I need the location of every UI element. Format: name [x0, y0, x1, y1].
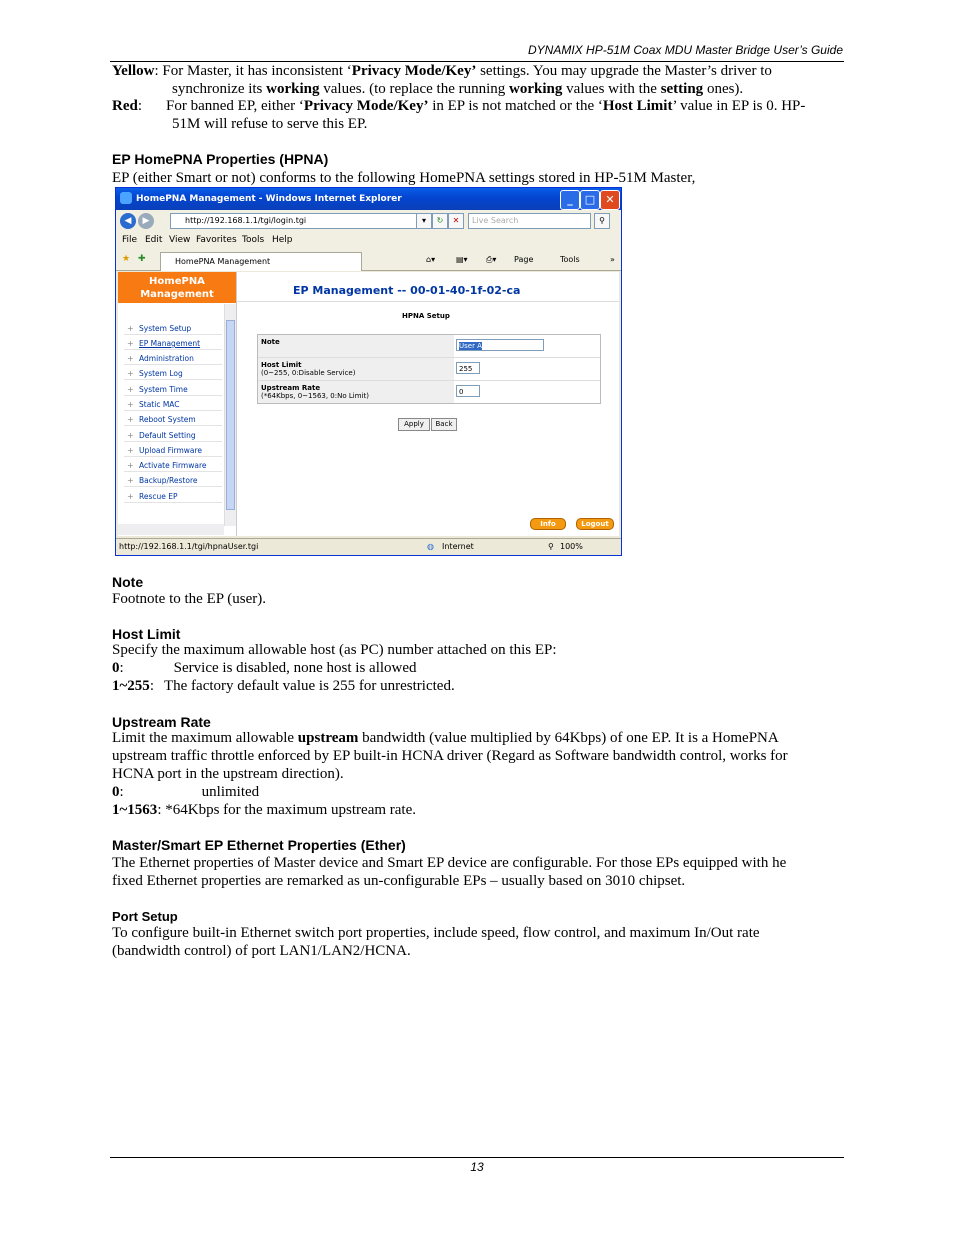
table-row: [258, 358, 600, 381]
window-title: HomePNA Management - Windows Internet Explorer: [136, 194, 402, 204]
sidebar-item-upload-firmware[interactable]: + Upload Firmware: [124, 444, 222, 457]
refresh-icon[interactable]: ↻: [432, 213, 448, 229]
menu-file[interactable]: File: [122, 235, 138, 245]
tools-menu[interactable]: Tools: [560, 255, 580, 264]
zone-label: Internet: [442, 542, 474, 551]
page-title: EP Management -- 00-01-40-1f-02-ca: [293, 284, 521, 297]
menu-help[interactable]: Help: [272, 235, 293, 245]
sidebar: [118, 272, 237, 536]
status-bar: [116, 538, 621, 556]
dropdown-arrow-icon[interactable]: ▾: [416, 213, 432, 229]
page-number: 13: [470, 1160, 484, 1174]
scroll-thumb[interactable]: [226, 320, 235, 510]
page-content: [118, 272, 619, 536]
sidebar-item-administration[interactable]: + Administration: [124, 352, 222, 365]
search-icon[interactable]: ⚲: [594, 213, 610, 229]
running-header: DYNAMIX HP-51M Coax MDU Master Bridge User’s Guide: [528, 43, 843, 57]
address-bar: [116, 210, 621, 232]
main-panel: [237, 272, 619, 536]
title-divider: [237, 301, 619, 302]
port-setup-body: To configure built-in Ethernet switch port properties, include speed, flow control, and maximum In/Out rate (bandwidth control) of port LAN1/LAN2/HCNA.: [112, 925, 760, 959]
port-setup-heading: Port Setup: [112, 909, 178, 924]
back-arrow-icon[interactable]: ◀: [120, 213, 136, 229]
globe-icon: ◍: [427, 542, 434, 551]
term-red: Red: [112, 98, 138, 114]
note-label: Note: [261, 338, 280, 346]
host-limit-body: Specify the maximum allowable host (as PC) number attached on this EP: 0: Service is disabled, none host is allowed 1~255: The factory default value is 255 for unrestricted.: [112, 642, 557, 694]
host-limit-hint: (0~255, 0:Disable Service): [261, 369, 356, 377]
upstream-rate-label: Upstream Rate: [261, 384, 321, 392]
host-limit-heading: Host Limit: [112, 626, 181, 642]
menu-edit[interactable]: Edit: [145, 235, 163, 245]
favorites-star-icon[interactable]: ★: [122, 254, 131, 264]
hpna-heading: EP HomePNA Properties (HPNA): [112, 151, 329, 167]
apply-button[interactable]: Apply: [398, 418, 430, 431]
sidebar-item-system-time[interactable]: + System Time: [124, 383, 222, 396]
sidebar-item-activate-firmware[interactable]: + Activate Firmware: [124, 459, 222, 472]
zoom-icon: ⚲: [548, 542, 554, 551]
sidebar-item-system-log[interactable]: + System Log: [124, 367, 222, 380]
forward-arrow-icon[interactable]: ▶: [138, 213, 154, 229]
upstream-rate-hint: (*64Kbps, 0~1563, 0:No Limit): [261, 392, 369, 400]
table-row: [258, 381, 600, 403]
menu-view[interactable]: View: [169, 235, 191, 245]
sidebar-item-system-setup[interactable]: + System Setup: [124, 322, 222, 335]
table-row: [258, 335, 600, 358]
hpna-intro: EP (either Smart or not) conforms to the following HomePNA settings stored in HP-51M Master,: [112, 170, 696, 186]
menu-tools[interactable]: Tools: [242, 235, 265, 245]
note-heading: Note: [112, 574, 144, 590]
print-icon[interactable]: ⎙▾: [486, 255, 497, 264]
minimize-icon[interactable]: _: [560, 190, 580, 210]
footer-rule: [110, 1157, 844, 1158]
url-input[interactable]: http://192.168.1.1/tgi/login.tgi: [170, 213, 445, 229]
note-input[interactable]: User A: [456, 339, 544, 351]
menu-bar: [116, 232, 621, 248]
back-button[interactable]: Back: [431, 418, 457, 431]
ie-icon: [120, 192, 132, 204]
tab-homepna[interactable]: HomePNA Management: [160, 252, 362, 271]
sidebar-item-default-setting[interactable]: + Default Setting: [124, 429, 222, 442]
add-favorite-icon[interactable]: ✚: [138, 254, 146, 264]
live-search-input[interactable]: Live Search: [468, 213, 591, 229]
upstream-rate-body: Limit the maximum allowable upstream bandwidth (value multiplied by 64Kbps) of one EP. It is a HomePNA upstream traffic throttle enforced by EP built-in HCNA driver (Regard as Software bandwidth control, works for HCNA port in the upstream direction). 0: unlimited 1~1563: *64Kbps for the maximum upstream rate.: [112, 730, 788, 818]
sidebar-item-static-mac[interactable]: + Static MAC: [124, 398, 222, 411]
stop-icon[interactable]: ✕: [448, 213, 464, 229]
status-url: http://192.168.1.1/tgi/hpnaUser.tgi: [119, 542, 259, 551]
ether-body: The Ethernet properties of Master device and Smart EP device are configurable. For those EPs equipped with he fixed Ethernet properties are remarked as un-configurable EPs – usually based on 3010 chipset.: [112, 855, 787, 889]
term-yellow: Yellow: [112, 63, 155, 79]
sidebar-item-rescue-ep[interactable]: + Rescue EP: [124, 490, 222, 503]
section-title: HPNA Setup: [402, 312, 450, 320]
close-icon[interactable]: ✕: [600, 190, 620, 210]
sidebar-item-ep-management[interactable]: + EP Management: [124, 337, 222, 350]
sidebar-horizontal-scrollbar[interactable]: [118, 524, 224, 535]
zoom-level[interactable]: 100%: [560, 542, 583, 551]
page-menu[interactable]: Page: [514, 255, 534, 264]
maximize-icon[interactable]: □: [580, 190, 600, 210]
browser-screenshot: [115, 187, 622, 556]
host-limit-label: Host Limit: [261, 361, 302, 369]
red-status-paragraph: Red: For banned EP, either ‘Privacy Mode/Key’ in EP is not matched or the ‘Host Limit’ value in EP is 0. HP- 51M will refuse to serve this EP.: [112, 98, 806, 132]
upstream-rate-input[interactable]: 0: [456, 385, 480, 397]
info-button[interactable]: Info: [530, 518, 566, 530]
logout-button[interactable]: Logout: [576, 518, 614, 530]
upstream-rate-heading: Upstream Rate: [112, 714, 211, 730]
hpna-settings-table: [257, 334, 601, 404]
sidebar-vertical-scrollbar[interactable]: [224, 304, 236, 526]
chevron-right-icon[interactable]: »: [610, 255, 615, 264]
ether-heading: Master/Smart EP Ethernet Properties (Ether): [112, 837, 406, 853]
menu-favorites[interactable]: Favorites: [196, 235, 237, 245]
note-text: Footnote to the EP (user).: [112, 591, 267, 607]
sidebar-header: HomePNA Management: [118, 272, 236, 303]
window-titlebar: [116, 188, 621, 210]
sidebar-item-reboot-system[interactable]: + Reboot System: [124, 413, 222, 426]
tab-bar: [116, 248, 621, 271]
feeds-icon[interactable]: ▤▾: [456, 255, 468, 264]
sidebar-item-backup-restore[interactable]: + Backup/Restore: [124, 474, 222, 487]
host-limit-input[interactable]: 255: [456, 362, 480, 374]
home-icon[interactable]: ⌂▾: [426, 255, 436, 264]
yellow-status-paragraph: Yellow: For Master, it has inconsistent ‘Privacy Mode/Key’ settings. You may upgrade the Master’s driver to synchronize its working values. (to replace the running working values with the setting ones).: [112, 63, 772, 97]
